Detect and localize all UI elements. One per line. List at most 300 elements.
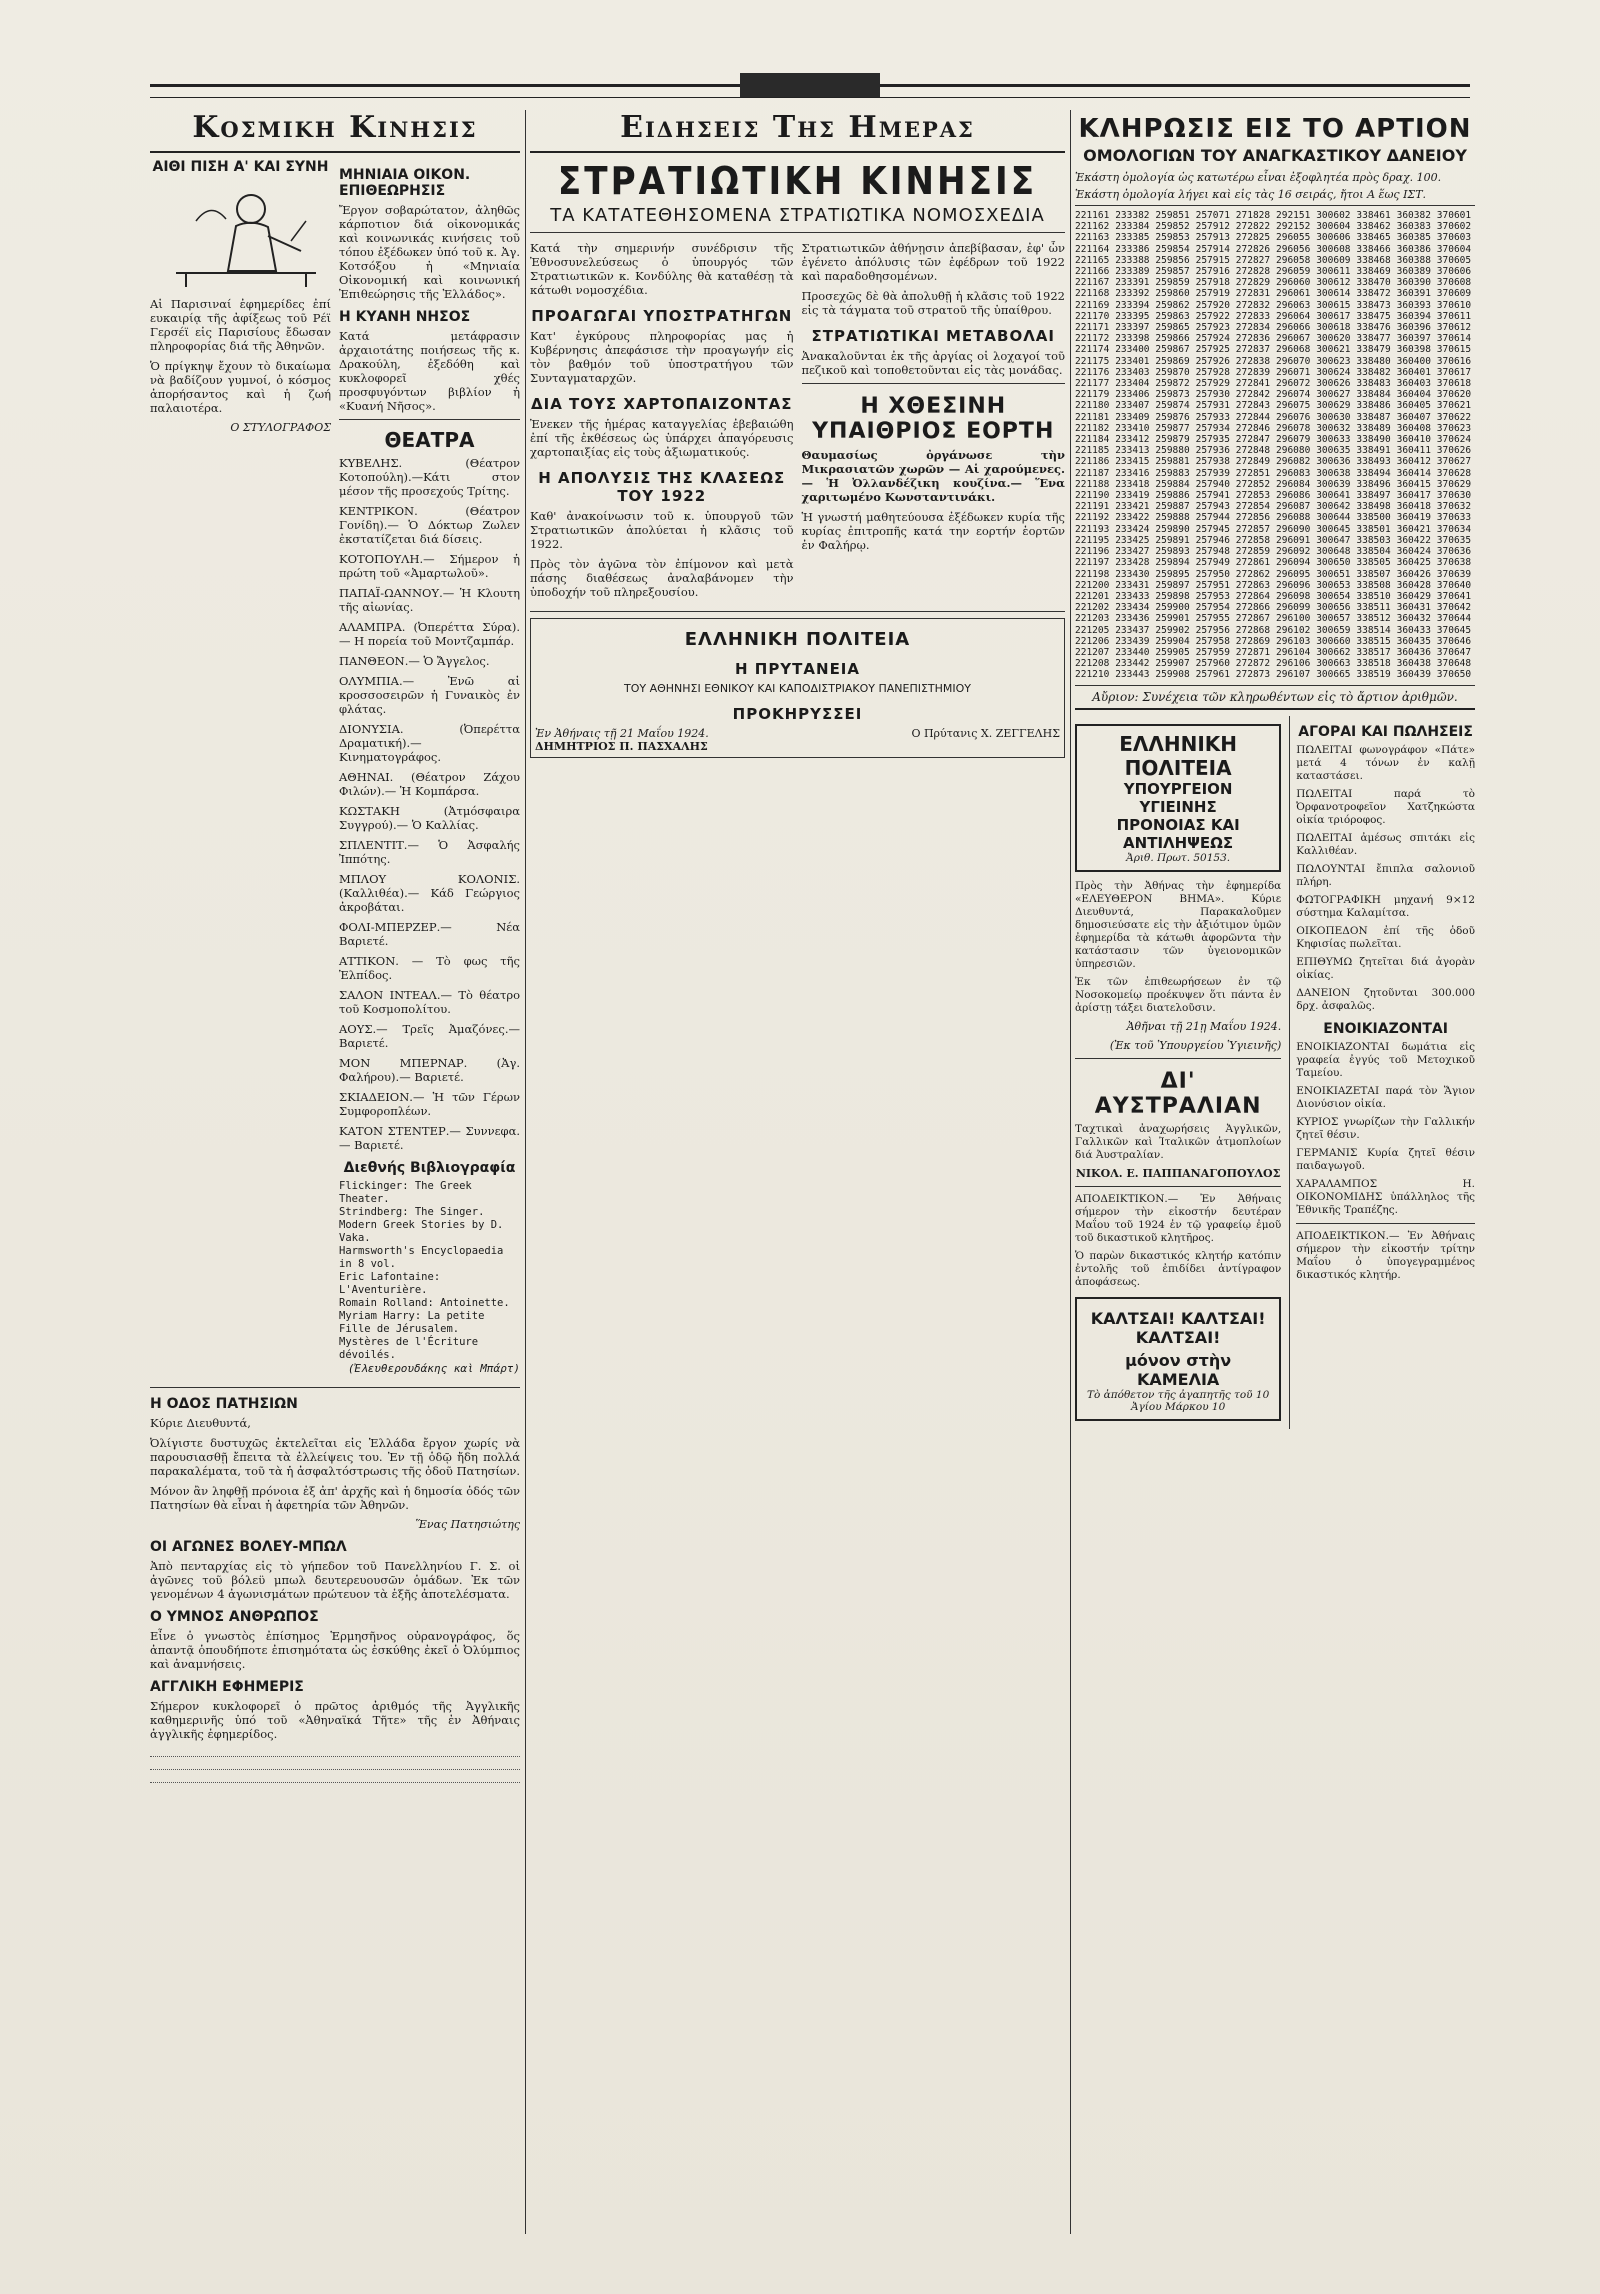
lottery-number: 233386 — [1115, 243, 1150, 255]
divider — [150, 1387, 520, 1388]
lottery-number: 257913 — [1195, 232, 1230, 244]
lottery-number: 370634 — [1436, 523, 1472, 535]
lottery-number: 338462 — [1356, 221, 1391, 233]
lottery-number: 360426 — [1396, 568, 1431, 580]
theatre-item: ΑΘΗΝΑΙ. (Θέατρον Ζάχου Φιλών).— Ἡ Κομπάρσα. — [339, 770, 520, 798]
lottery-number: 360393 — [1396, 299, 1431, 311]
lottery-number: 257941 — [1195, 490, 1230, 502]
lottery-number: 233404 — [1115, 378, 1150, 390]
lottery-number: 296092 — [1276, 546, 1311, 558]
lottery-number: 338465 — [1356, 232, 1391, 244]
classified-ad: ΦΩΤΟΓΡΑΦΙΚΗ μηχανή 9×12 σύστημα Καλαμίτσα. — [1296, 893, 1475, 919]
heading-greek-state: ΕΛΛΗΝΙΚΗ ΠΟΛΙΤΕΙΑ — [1119, 731, 1238, 780]
lottery-number: 233400 — [1115, 344, 1150, 356]
stockings-address: Τὸ ἀπόθετον τῆς ἀγαπητῆς τοῦ 10 Ἀγίου Μάρκου 10 — [1086, 1388, 1270, 1413]
column-rule — [1070, 110, 1071, 2234]
lottery-number: 221176 — [1075, 366, 1110, 378]
lottery-number: 257959 — [1195, 646, 1230, 658]
lottery-number: 259898 — [1155, 590, 1190, 602]
signature-date: Ἐν Ἀθήναις τῇ 21 Μαΐου 1924. — [535, 727, 709, 740]
lottery-number: 296070 — [1276, 355, 1311, 367]
caricature-illustration — [156, 181, 326, 291]
lottery-number: 360431 — [1396, 602, 1431, 614]
lottery-number: 338476 — [1356, 322, 1391, 334]
lottery-number: 370646 — [1436, 635, 1472, 647]
lottery-number: 221161 — [1075, 210, 1110, 221]
classified-ad: ΔΑΝΕΙΟΝ ζητοῦνται 300.000 δρχ. ἀσφαλῶς. — [1296, 986, 1475, 1012]
paragraph-health-2: Ἐκ τῶν ἐπιθεωρήσεων ἐν τῷ Νοσοκομείῳ προέκυψεν ὅτι πάντα ἐν ἀρίστῃ τάξει διατελοῦσιν. — [1075, 975, 1282, 1014]
lottery-footer: Αὔριον: Συνέχεια τῶν κληρωθέντων εἰς τὸ ἄρτιον ἀριθμῶν. — [1075, 690, 1475, 710]
lottery-number: 272822 — [1235, 221, 1271, 233]
lottery-number: 221190 — [1075, 490, 1110, 502]
column-society — [150, 110, 520, 2234]
lottery-number: 257950 — [1195, 568, 1230, 580]
lottery-number: 233410 — [1115, 422, 1150, 434]
lottery-number: 300617 — [1316, 310, 1351, 322]
paragraph-australia: Ταχτικαὶ ἀναχωρήσεις Ἀγγλικῶν, Γαλλικῶν καὶ Ἰταλικῶν ἀτμοπλοίων διά Ἀυστραλίαν. — [1075, 1122, 1282, 1161]
lottery-number: 221165 — [1075, 254, 1110, 266]
lottery-note-2: Ἑκάστη ὁμολογία λήγει καὶ εἰς τὰς 16 σειράς, ἤτοι Α ἕως ΙΣΤ. — [1075, 188, 1427, 201]
paragraph-military-1: Κατά τὴν σημερινήν συνέδρισιν τῆς Ἐθνοσυνελεύσεως ὁ ὑπουργός τῶν Στρατιωτικῶν κ. Κονδύλης θὰ καταθέσῃ τὰ κάτωθι νομοσχέδια. — [530, 241, 794, 297]
lottery-number: 338466 — [1356, 243, 1391, 255]
lottery-number: 233434 — [1115, 602, 1150, 614]
classified-ad: ΧΑΡΑΛΑΜΠΟΣ Η. ΟΙΚΟΝΟΜΙΔΗΣ ὑπάλληλος τῆς Ἐθνικῆς Τραπέζης. — [1296, 1177, 1475, 1216]
lottery-number: 300627 — [1316, 389, 1351, 401]
lottery-number: 259888 — [1155, 512, 1190, 524]
lottery-number: 338497 — [1356, 490, 1391, 502]
lottery-number: 257939 — [1195, 467, 1230, 479]
lottery-number: 221175 — [1075, 355, 1110, 367]
lottery-number: 292152 — [1276, 221, 1311, 233]
lottery-number: 221167 — [1075, 277, 1110, 289]
lottery-number: 300638 — [1316, 467, 1351, 479]
lottery-number: 370603 — [1436, 232, 1472, 244]
health-ministry-notice — [1075, 724, 1281, 872]
lottery-number: 300629 — [1316, 400, 1351, 412]
lottery-number: 272861 — [1235, 557, 1271, 569]
lottery-number: 257912 — [1195, 221, 1230, 233]
theatre-item: ΣΚΙΑΔΕΙΟΝ.— Ἡ τῶν Γέρων Συμφοροπλέων. — [339, 1090, 520, 1118]
paragraph-proof-2: Ὁ παρὼν δικαστικός κλητήρ κατόπιν ἐντολῆς τοῦ ἐπιδίδει ἀντίγραφον ἀποφάσεως. — [1075, 1249, 1282, 1288]
lottery-number: 338468 — [1356, 254, 1391, 266]
heading-agones: ΟΙ ΑΓΩΝΕΣ ΒΟΛΕΥ-ΜΠΩΛ — [150, 1539, 347, 1555]
lottery-number: 259853 — [1155, 232, 1190, 244]
paragraph-cardplayers: Ἐνεκεν τῆς ἡμέρας καταγγελίας ἐβεβαιώθη ἐπί τῆς ἐκθέσεως ὡς ὑπάρχει ἀπαγόρευσις χαρτοπαιξίας εἰς τοὺς ἀξιωματικούς. — [530, 417, 794, 459]
lottery-number: 338514 — [1356, 624, 1391, 636]
lottery-number: 300612 — [1316, 277, 1351, 289]
lottery-number: 300654 — [1316, 590, 1351, 602]
lottery-number: 257071 — [1195, 210, 1230, 221]
lottery-number: 221170 — [1075, 310, 1110, 322]
lottery-number: 233398 — [1115, 333, 1150, 345]
theatre-item: ΑΟΥΣ.— Τρεῖς Ἀμαζόνες.—Βαριετέ. — [339, 1022, 520, 1050]
lottery-number: 233430 — [1115, 568, 1150, 580]
protocol-number: Ἀριθ. Πρωτ. 50153. — [1126, 851, 1231, 864]
lottery-number: 360386 — [1396, 243, 1431, 255]
lottery-number: 272862 — [1235, 568, 1271, 580]
lottery-number: 300611 — [1316, 266, 1351, 278]
lottery-number: 300615 — [1316, 299, 1351, 311]
lottery-number: 259904 — [1155, 635, 1190, 647]
lottery-number: 338475 — [1356, 310, 1391, 322]
lottery-number: 338479 — [1356, 344, 1391, 356]
lottery-number: 233427 — [1115, 546, 1150, 558]
lottery-number: 338496 — [1356, 478, 1391, 490]
lottery-number: 257940 — [1195, 478, 1230, 490]
heading-fete: Η ΧΘΕΣΙΝΗ ΥΠΑΙΘΡΙΟΣ ΕΟΡΤΗ — [812, 394, 1055, 444]
lottery-number: 259869 — [1155, 355, 1190, 367]
theatre-item: ΣΑΛΟΝ ΙΝΤΕΑΛ.— Τὸ θέατρο τοῦ Κοσμοπολίτου. — [339, 988, 520, 1016]
lottery-headline: ΚΛΗΡΩΣΙΣ ΕΙΣ ΤΟ ΑΡΤΙΟΝ — [1078, 114, 1472, 144]
paragraph-odos-2: Ὀλίγιστε δυστυχῶς ἐκτελεῖται εἰς Ἑλλάδα ἔργον χωρίς νὰ παρουσιασθῇ ἔπειτα τὰ ἐλλείψεις του. Ἐν τῇ ὁδῷ ἤδη πολλά παρακαλέματα, τοῦ τὰ ἡ ἀσφαλτόστρωσις τῆς ὁδοῦ Πατησίων. — [150, 1436, 520, 1478]
lottery-number: 259872 — [1155, 378, 1190, 390]
lottery-number: 338504 — [1356, 546, 1391, 558]
lottery-number: 257918 — [1195, 277, 1230, 289]
theatre-item: ΑΤΤΙΚΟΝ. — Τὸ φως τῆς Ἐλπίδος. — [339, 954, 520, 982]
lottery-number: 360438 — [1396, 658, 1431, 670]
lottery-number: 338512 — [1356, 613, 1391, 625]
paragraph-left-bottom: Πρὸς τὸν ἀγῶνα τὸν ἐπίμονον καὶ μετὰ πάσης διαθέσεως ἀναλαβάνομεν τὴν ὑποδοχήν τοῦ πληρεξουσίου. — [530, 557, 794, 599]
lottery-number: 221202 — [1075, 602, 1110, 614]
lottery-number: 300650 — [1316, 557, 1351, 569]
lottery-number: 296095 — [1276, 568, 1311, 580]
lottery-number: 370648 — [1436, 658, 1472, 670]
lottery-number: 360432 — [1396, 613, 1431, 625]
lottery-number: 272857 — [1235, 523, 1271, 535]
lottery-number: 338519 — [1356, 669, 1391, 681]
lottery-number: 338472 — [1356, 288, 1391, 300]
divider — [1075, 1186, 1281, 1187]
theatre-item: ΟΛΥΜΠΙΑ.— Ἐνῶ αἱ κροσσοσειρῶν ἡ Γυναικὸς ἐν φλάτας. — [339, 674, 520, 716]
lottery-number: 338511 — [1356, 602, 1391, 614]
paragraph-fete: Θαυμασίως ὀργάνωσε τὴν Μικρασιατῶν χωρῶν — Αἱ χαρούμενες.— Ἡ Ὀλλανδέζικη κουζίνα.— Ἕνα χαριτωμένο Κωνσταντινάκι. — [801, 448, 1065, 504]
lottery-number: 300645 — [1316, 523, 1351, 535]
lottery-number: 338493 — [1356, 456, 1391, 468]
lottery-number: 233407 — [1115, 400, 1150, 412]
lottery-number: 296068 — [1276, 344, 1311, 356]
subheadline-military: ΤΑ ΚΑΤΑΤΕΘΗΣΟΜΕΝΑ ΣΤΡΑΤΙΩΤΙΚΑ ΝΟΜΟΣΧΕΔΙΑ — [530, 205, 1065, 233]
lottery-number: 370640 — [1436, 579, 1472, 591]
lottery-number: 233413 — [1115, 445, 1150, 457]
lottery-number: 259873 — [1155, 389, 1190, 401]
lottery-number: 221180 — [1075, 400, 1110, 412]
lottery-number: 257924 — [1195, 333, 1230, 345]
health-date: Ἀθῆναι τῇ 21ῃ Μαΐου 1924. — [1126, 1019, 1282, 1033]
lottery-number: 233385 — [1115, 232, 1150, 244]
text-filler — [150, 1773, 520, 1783]
heading-anglia: ΑΓΓΛΙΚΗ ΕΦΗΜΕΡΙΣ — [150, 1679, 304, 1695]
lottery-number: 370617 — [1436, 366, 1472, 378]
bibliography-item: Myriam Harry: La petite Fille de Jérusalem. — [339, 1310, 485, 1335]
lottery-number: 259877 — [1155, 422, 1190, 434]
paragraph-kythnos: Κατά μετάφρασιν ἀρχαιοτάτης ποιήσεως τῆς κ. Δρακούλη, ἐξεδόθη καὶ κυκλοφορεῖ χθές προσφυγόντων βιβλίον ἡ «Κυανή Νῆσος». — [339, 329, 520, 413]
lottery-number: 296055 — [1276, 232, 1311, 244]
lottery-number: 233415 — [1115, 456, 1150, 468]
heading-welfare: ΠΡΟΝΟΙΑΣ ΚΑΙ ΑΝΤΙΛΗΨΕΩΣ — [1116, 815, 1240, 852]
heading-for-rent: ΕΝΟΙΚΙΑΖΟΝΤΑΙ — [1323, 1020, 1448, 1037]
lottery-number: 221206 — [1075, 635, 1110, 647]
illustration-caption: ΑΙΘΙ ΠΙΣΗ Α' ΚΑΙ ΣΥΝΗ — [152, 159, 329, 175]
lottery-number: 360383 — [1396, 221, 1431, 233]
lottery-number: 338507 — [1356, 568, 1391, 580]
lottery-number: 257929 — [1195, 378, 1230, 390]
lottery-number: 370614 — [1436, 333, 1472, 345]
lottery-number: 259856 — [1155, 254, 1190, 266]
lottery-number: 259866 — [1155, 333, 1190, 345]
lottery-number: 221169 — [1075, 299, 1110, 311]
lottery-number: 272834 — [1235, 322, 1271, 334]
lottery-number: 272848 — [1235, 445, 1271, 457]
lottery-number: 272836 — [1235, 333, 1271, 345]
lottery-number: 296088 — [1276, 512, 1311, 524]
lottery-number: 296100 — [1276, 613, 1311, 625]
lottery-number: 257956 — [1195, 624, 1230, 636]
lottery-number: 300662 — [1316, 646, 1351, 658]
lottery-number: 221164 — [1075, 243, 1110, 255]
lottery-number: 221197 — [1075, 557, 1110, 569]
lottery-number: 296067 — [1276, 333, 1311, 345]
lottery-number: 296075 — [1276, 400, 1311, 412]
lottery-number: 221208 — [1075, 658, 1110, 670]
lottery-number: 370622 — [1436, 411, 1472, 423]
lottery-number: 370602 — [1436, 221, 1472, 233]
lottery-number: 221168 — [1075, 288, 1110, 300]
bibliography-item: Harmsworth's Encyclopaedia in 8 vol. — [339, 1245, 504, 1270]
column-news — [530, 110, 1065, 2234]
lottery-number: 259900 — [1155, 602, 1190, 614]
lottery-number: 338518 — [1356, 658, 1391, 670]
theatre-item: ΦΟΛΙ-ΜΠΕΡΖΕΡ.— Νέα Βαριετέ. — [339, 920, 520, 948]
masthead-ornament — [740, 73, 880, 97]
lottery-number: 296102 — [1276, 624, 1311, 636]
lottery-number: 360389 — [1396, 266, 1431, 278]
lottery-number: 272866 — [1235, 602, 1271, 614]
lottery-number: 272832 — [1235, 299, 1271, 311]
lottery-number: 259902 — [1155, 624, 1190, 636]
lottery-number: 233412 — [1115, 434, 1150, 446]
lottery-number: 296091 — [1276, 534, 1311, 546]
lottery-number: 233382 — [1115, 210, 1150, 221]
lottery-number: 257943 — [1195, 501, 1230, 513]
lottery-number: 257948 — [1195, 546, 1230, 558]
lottery-number: 259887 — [1155, 501, 1190, 513]
lottery-number: 271828 — [1235, 210, 1271, 221]
lottery-number-grid — [1075, 205, 1475, 686]
lottery-number: 296106 — [1276, 658, 1311, 670]
heading-australia: ΔΙ' ΑΥΣΤΡΑΛΙΑΝ — [1094, 1068, 1262, 1119]
paragraph-proof-3: ΑΠΟΔΕΙΚΤΙΚΟΝ.— Ἐν Ἀθήναις σήμερον τὴν εἰκοστήν τρίτην Μαΐου ὁ ὑπογεγραμμένος δικαστικός κλητήρ. — [1296, 1229, 1475, 1281]
lottery-number: 296083 — [1276, 467, 1311, 479]
intro-paragraph: Αἱ Παρισιναί ἐφημερίδες ἐπί ευκαιρίᾳ τῆς ἀφίξεως τοῦ Ρέϊ Γερσέϊ εἰς Παρισίους ἔδωσαν πληροφορίας διά τῆς Ἀθηνῶν. — [150, 297, 331, 353]
lottery-number: 221203 — [1075, 613, 1110, 625]
lottery-number: 296058 — [1276, 254, 1311, 266]
lottery-number: 360433 — [1396, 624, 1431, 636]
classified-ad: ΠΩΛΕΙΤΑΙ ἀμέσως σπιτάκι εἰς Καλλιθέαν. — [1296, 831, 1475, 857]
lottery-number: 257936 — [1195, 445, 1230, 457]
lottery-number: 259874 — [1155, 400, 1190, 412]
heading-buy-sell: ΑΓΟΡΑΙ ΚΑΙ ΠΩΛΗΣΕΙΣ — [1298, 723, 1473, 740]
lottery-number: 338503 — [1356, 534, 1391, 546]
lottery-number: 257949 — [1195, 557, 1230, 569]
lottery-number: 233442 — [1115, 658, 1150, 670]
bibliography-list — [339, 1180, 520, 1375]
lottery-number: 370612 — [1436, 322, 1472, 334]
theatre-item: ΜΟΝ ΜΠΕΡΝΑΡ. (Ἀγ. Φαλήρου).— Βαριετέ. — [339, 1056, 520, 1084]
lottery-number: 370618 — [1436, 378, 1472, 390]
lottery-number: 272849 — [1235, 456, 1271, 468]
lottery-number: 296086 — [1276, 490, 1311, 502]
lottery-number: 300644 — [1316, 512, 1351, 524]
lottery-number: 360421 — [1396, 523, 1431, 535]
lottery-number: 296079 — [1276, 434, 1311, 446]
lottery-number: 221174 — [1075, 344, 1110, 356]
lottery-number: 272842 — [1235, 389, 1271, 401]
theatre-item: ΔΙΟΝΥΣΙΑ. (Ὀπερέττα Δραματική).— Κινηματογράφος. — [339, 722, 520, 764]
lottery-number: 296098 — [1276, 590, 1311, 602]
heading-hymnos: Ο ΥΜΝΟΣ ΑΝΘΡΩΠΟΣ — [150, 1609, 319, 1625]
lottery-number: 360418 — [1396, 501, 1431, 513]
lottery-number: 338491 — [1356, 445, 1391, 457]
paragraph-odos-3: Μόνον ἂν ληφθῇ πρόνοια ἐξ ἀπ' ἀρχῆς καὶ ἡ δημοσία ὁδός τῶν Πατησίων θὰ εἶναι ἡ ἀφετηρία τῶν Ἀθηνῶν. — [150, 1484, 520, 1512]
lottery-number: 259893 — [1155, 546, 1190, 558]
lottery-number: 296056 — [1276, 243, 1311, 255]
lottery-number: 259870 — [1155, 366, 1190, 378]
lottery-number: 233392 — [1115, 288, 1150, 300]
heading-proclaims: ΠΡΟΚΗΡΥΣΣΕΙ — [732, 705, 863, 723]
lottery-number: 300623 — [1316, 355, 1351, 367]
lottery-number: 296084 — [1276, 478, 1311, 490]
lottery-number: 257951 — [1195, 579, 1230, 591]
lottery-number: 370630 — [1436, 490, 1472, 502]
lottery-number: 221205 — [1075, 624, 1110, 636]
lottery-number: 257925 — [1195, 344, 1230, 356]
lottery-number: 370650 — [1436, 669, 1472, 681]
lottery-number: 259884 — [1155, 478, 1190, 490]
lottery-number: 257935 — [1195, 434, 1230, 446]
lottery-number: 300647 — [1316, 534, 1351, 546]
lottery-number: 221210 — [1075, 669, 1110, 681]
lottery-number: 300609 — [1316, 254, 1351, 266]
bibliography-item: Mystères de l'Écriture dévoilés. — [339, 1336, 479, 1361]
lottery-number: 272826 — [1235, 243, 1271, 255]
paragraph-proof: ΑΠΟΔΕΙΚΤΙΚΟΝ.— Ἐν Ἀθήναις σήμερον τὴν εἰκοστήν δευτέραν Μαΐου τοῦ 1924 ἐν τῷ γραφείῳ ἐμοῦ τοῦ δικαστικοῦ κλητῆρος. — [1075, 1192, 1282, 1244]
text-filler — [150, 1747, 520, 1757]
lottery-number: 338515 — [1356, 635, 1391, 647]
lottery-number: 221182 — [1075, 422, 1110, 434]
divider — [339, 419, 520, 420]
lottery-number: 300633 — [1316, 434, 1351, 446]
lottery-number: 221162 — [1075, 221, 1110, 233]
lottery-number: 257961 — [1195, 669, 1230, 681]
lottery-number: 338505 — [1356, 557, 1391, 569]
lottery-number: 221171 — [1075, 322, 1110, 334]
stockings-headline: ΚΑΛΤΣΑΙ! ΚΑΛΤΣΑΙ! ΚΑΛΤΣΑΙ! — [1090, 1308, 1266, 1347]
lottery-number: 370626 — [1436, 445, 1472, 457]
lottery-number: 272827 — [1235, 254, 1271, 266]
lottery-number: 338490 — [1356, 434, 1391, 446]
lottery-number: 360412 — [1396, 456, 1431, 468]
lottery-number: 338482 — [1356, 366, 1391, 378]
lottery-number: 370606 — [1436, 266, 1472, 278]
theatre-item: ΚΟΤΟΠΟΥΛΗ.— Σήμερον ἡ πρώτη τοῦ «Ἀμαρτωλοῦ». — [339, 552, 520, 580]
lottery-number: 221188 — [1075, 478, 1110, 490]
paragraph-minimalia: Ἔργον σοβαρώτατον, ἀληθῶς κάρποτιον διά οἰκονομικάς καὶ κοινωνικάς κινήσεις τοῦ τόπου ἐξέδωκεν ὑπό τοῦ κ. Ἀγ. Κοτσόξου ἡ «Μηνιαία Οἰκονομική καὶ κοινωνική Ἐπιθεώρησις τῆς Ἑλλάδος». — [339, 203, 520, 301]
signature-rector: Ο Πρύτανις Χ. ΖΕΓΓΕΛΗΣ — [911, 727, 1060, 740]
lottery-number: 233443 — [1115, 669, 1150, 681]
lottery-number: 233431 — [1115, 579, 1150, 591]
theatre-item: ΚΕΝΤΡΙΚΟΝ. (Θέατρον Γονίδη).— Ὁ Δόκτωρ Ζωλεν ἐκστατίζεται διά δίσεις. — [339, 504, 520, 546]
lottery-number: 370628 — [1436, 467, 1472, 479]
lottery-number: 257938 — [1195, 456, 1230, 468]
lottery-number: 296103 — [1276, 635, 1311, 647]
australia-agent: ΝΙΚΟΛ. Ε. ΠΑΠΠΑΝΑΓΟΠΟΥΛΟΣ — [1075, 1166, 1281, 1180]
theatre-item: ΠΑΝΘΕΟΝ.— Ὁ Ἄγγελος. — [339, 654, 490, 668]
lottery-number: 259863 — [1155, 310, 1190, 322]
lottery-number: 338500 — [1356, 512, 1391, 524]
lottery-number: 338494 — [1356, 467, 1391, 479]
lottery-number: 272838 — [1235, 355, 1271, 367]
lottery-number: 259890 — [1155, 523, 1190, 535]
lottery-number: 221207 — [1075, 646, 1110, 658]
divider — [530, 611, 1065, 612]
lottery-number: 300626 — [1316, 378, 1351, 390]
lottery-number: 300641 — [1316, 490, 1351, 502]
lottery-number: 257933 — [1195, 411, 1230, 423]
lottery-number: 370615 — [1436, 344, 1472, 356]
lottery-number: 370627 — [1436, 456, 1472, 468]
paragraph-hymnos: Εἶνε ὁ γνωστὸς ἐπίσημος Ἑρμησῆνος οὐρανογράφος, ὅς ἀπαντᾷ ὁπουδήποτε ἐπισημότατα ὡς ἐσκύθης ἐκεῖ ὁ Ὀλύμπιος καὶ ἀναμνήσεις. — [150, 1629, 520, 1671]
lottery-number: 272828 — [1235, 266, 1271, 278]
lottery-number: 370616 — [1436, 355, 1472, 367]
heading-greek-state: ΕΛΛΗΝΙΚΗ ΠΟΛΙΤΕΙΑ — [684, 629, 911, 650]
lottery-number: 300614 — [1316, 288, 1351, 300]
lottery-number: 296064 — [1276, 310, 1311, 322]
lottery-number: 257934 — [1195, 422, 1230, 434]
lottery-number: 370632 — [1436, 501, 1472, 513]
paragraph-fete-2: Ἡ γνωστή μαθητεύουσα ἐξέδωκεν κυρία τῆς κυρίας ἐπιτροπῆς κατά την εορτήν ἑορτῶν ἐν Φαλήρῳ. — [801, 510, 1065, 552]
lottery-number: 360382 — [1396, 210, 1431, 221]
lottery-note-1: Ἑκάστη ὁμολογία ὡς κατωτέρω εἶναι ἐξοφλητέα πρὸς δραχ. 100. — [1075, 171, 1442, 184]
lottery-number: 259908 — [1155, 669, 1190, 681]
lottery-number: 233425 — [1115, 534, 1150, 546]
lottery-number: 360394 — [1396, 310, 1431, 322]
lottery-number: 257926 — [1195, 355, 1230, 367]
lottery-number: 257928 — [1195, 366, 1230, 378]
lottery-number: 300635 — [1316, 445, 1351, 457]
lottery-number: 300648 — [1316, 546, 1351, 558]
lottery-number: 296066 — [1276, 322, 1311, 334]
lottery-number: 338483 — [1356, 378, 1391, 390]
lottery-number: 370608 — [1436, 277, 1472, 289]
lottery-number: 272825 — [1235, 232, 1271, 244]
lottery-number: 233403 — [1115, 366, 1150, 378]
lottery-number: 259865 — [1155, 322, 1190, 334]
lottery-number: 360385 — [1396, 232, 1431, 244]
paragraph-discharge: Καθ' ἀνακοίνωσιν τοῦ κ. ὑπουργοῦ τῶν Στρατιωτικῶν ἀπολύεται ἡ κλᾶσις τοῦ 1922. — [530, 509, 794, 551]
lottery-number: 360396 — [1396, 322, 1431, 334]
lottery-number: 257931 — [1195, 400, 1230, 412]
heading-minimalia: ΜΗΝΙΑΙΑ ΟΙΚΟΝ. ΕΠΙΘΕΩΡΗΣΙΣ — [339, 167, 471, 199]
heading-ministry: ΥΠΟΥΡΓΕΙΟΝ ΥΓΙΕΙΝΗΣ — [1123, 779, 1233, 816]
lottery-number: 370610 — [1436, 299, 1472, 311]
lottery-number: 370601 — [1436, 210, 1472, 221]
lottery-number: 233437 — [1115, 624, 1150, 636]
lottery-number: 360397 — [1396, 333, 1431, 345]
text-filler — [150, 1760, 520, 1770]
lottery-number: 296060 — [1276, 277, 1311, 289]
lottery-number: 360410 — [1396, 434, 1431, 446]
signature-name: ΔΗΜΗΤΡΙΟΣ Π. ΠΑΣΧΑΛΗΣ — [535, 740, 708, 753]
